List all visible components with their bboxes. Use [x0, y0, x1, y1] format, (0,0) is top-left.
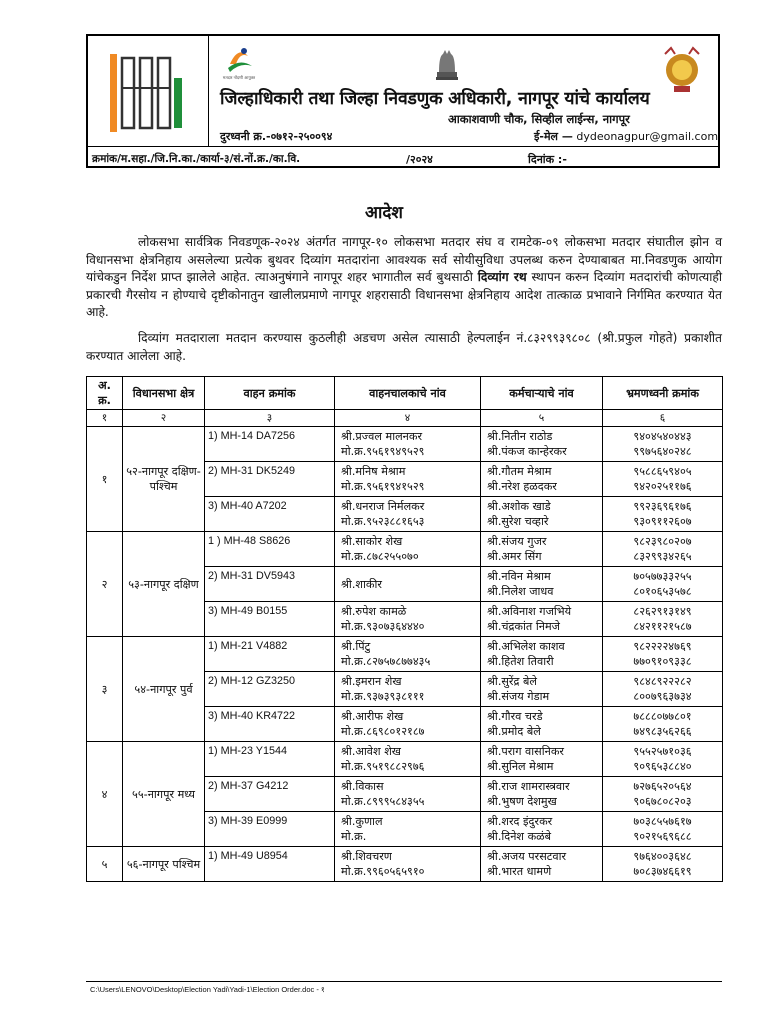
header-phone: भ्रमणध्वनी क्रमांक — [603, 377, 723, 410]
phone-number-cell — [603, 812, 723, 847]
driver-name-cell — [335, 847, 481, 882]
email-address[interactable]: dydeonagpur@gmail.com — [576, 130, 719, 143]
office-phone: दुरध्वनी क्र.-०७१२-२५००९४ — [220, 130, 333, 143]
vehicle-number: 1) MH-23 Y1544 — [205, 742, 335, 777]
footer-file-path: C:\Users\LENOVO\Desktop\Election Yadi\Yadi-1\Election Order.doc - १ — [90, 985, 325, 994]
staff-name-secondary: श्री.निलेश जाधव — [487, 585, 554, 598]
header-constituency: विधानसभा क्षेत्र — [123, 377, 205, 410]
phone-number-cell — [603, 742, 723, 777]
driver-name-cell — [335, 427, 481, 462]
constituency: ५५-नागपूर मध्य — [123, 742, 205, 847]
phone-number-secondary: ७०८३७४६६१९ — [633, 865, 692, 878]
driver-name-secondary: मो.क्र.९५१९८८२९७६ — [341, 760, 425, 773]
phone-number: ९८२३९८०२०७ — [633, 535, 692, 548]
vehicle-number: 1) MH-21 V4882 — [205, 637, 335, 672]
driver-name-cell — [335, 567, 481, 602]
driver-name-secondary: मो.क्र. — [341, 830, 367, 843]
staff-name: श्री.नविन मेश्राम — [487, 570, 551, 583]
staff-name-cell — [481, 742, 603, 777]
phone-number-secondary: ७४९८३५६२६६ — [633, 725, 692, 738]
header-staff: कर्मचाऱ्याचे नांव — [481, 377, 603, 410]
driver-name: श्री.शाकीर — [341, 577, 382, 591]
staff-name: श्री.अजय परसटवार — [487, 850, 567, 863]
phone-number-secondary: ९०२१५६९६८८ — [633, 830, 692, 843]
vehicle-number: 2) MH-31 DV5943 — [205, 567, 335, 602]
staff-name: श्री.गौरव चरडे — [487, 710, 543, 723]
phone-number: ९९२३६९६१७६ — [633, 500, 692, 513]
staff-name-secondary: श्री.भुषण देशमुख — [487, 795, 557, 808]
serial-number: ५ — [87, 847, 123, 882]
phone-number: ९८४८९२२२८२ — [633, 675, 692, 688]
phone-number-cell — [603, 532, 723, 567]
staff-name-cell — [481, 497, 603, 532]
phone-number-secondary: ८००७९६३७३४ — [633, 690, 692, 703]
phone-number: ९७६४००३६४८ — [633, 850, 692, 863]
para1-bold-text: दिव्यांग रथ — [477, 270, 527, 284]
staff-name-cell — [481, 532, 603, 567]
table-row — [87, 427, 723, 462]
driver-name-cell — [335, 637, 481, 672]
table-row — [87, 532, 723, 567]
phone-number-cell — [603, 672, 723, 707]
divider — [88, 146, 718, 147]
staff-name-secondary: श्री.संजय गेडाम — [487, 690, 550, 703]
phone-number-secondary: ९०६७८०८२०३ — [633, 795, 692, 808]
phone-number-secondary: ९९७५६४०२४८ — [633, 445, 692, 458]
staff-name: श्री.राज शामरास्त्रवार — [487, 780, 570, 793]
order-paragraph-1 — [86, 234, 722, 322]
column-number-row — [87, 410, 723, 427]
phone-number: ९४०४५४०४४३ — [633, 430, 692, 443]
phone-number-secondary: ८४२११२१५८७ — [633, 620, 692, 633]
driver-name: श्री.प्रज्वल मालनकर — [341, 430, 423, 443]
driver-name-cell — [335, 812, 481, 847]
order-title: आदेश — [365, 203, 403, 223]
vehicle-number: 1) MH-49 U8954 — [205, 847, 335, 882]
vehicle-number: 3) MH-40 KR4722 — [205, 707, 335, 742]
column-number: ३ — [205, 410, 335, 427]
driver-name-secondary: मो.क्र.८९९९५८४३५५ — [341, 795, 425, 808]
table-header-row — [87, 377, 723, 410]
para1-text-b: स्थापन करुन दिव्यांग मतदारांची कोणत्याही प्रकारची गैरसोय न होण्याचे दृष्टीकोनातुन खालीलप्रमाणे नागपूर शहरासाठी विधानसभा क्षेत्रनिहाय आदेश तात्काळ प्रभावाने निर्गमित करण्यात येत आहे. — [86, 270, 722, 319]
staff-name: श्री.अशोक खाडे — [487, 500, 551, 513]
phone-number-cell — [603, 567, 723, 602]
staff-name-secondary: श्री.भारत धामणे — [487, 865, 552, 878]
driver-name-secondary: मो.क्र.९५६१९४१५२९ — [341, 480, 425, 493]
staff-name-cell — [481, 602, 603, 637]
staff-name: श्री.गौतम मेश्राम — [487, 465, 552, 478]
order-paragraph-2: दिव्यांग मतदाराला मतदान करण्यास कुठलीही अडचण असेल त्यासाठी हेल्पलाईन नं.८३२९९३९८०८ (श्री.प्रफुल गोहते) प्रकाशीत करण्यात आलेला आहे. — [86, 331, 722, 363]
driver-name-secondary: मो.क्र.९९६०५६५९१० — [341, 865, 425, 878]
driver-name: श्री.मनिष मेश्राम — [341, 465, 406, 478]
staff-name-secondary: श्री.चंद्रकांत निमजे — [487, 620, 560, 633]
phone-number-secondary: ७७०९१०९३३८ — [633, 655, 692, 668]
driver-name: श्री.शिवचरण — [341, 850, 392, 863]
driver-name-secondary: मो.क्र.९५२३८८१६५३ — [341, 515, 425, 528]
eci-logo-icon — [102, 48, 194, 138]
staff-name-secondary: श्री.अमर सिंग — [487, 550, 542, 563]
column-number: २ — [123, 410, 205, 427]
phone-number-cell — [603, 602, 723, 637]
driver-name: श्री.आरीफ शेख — [341, 710, 404, 723]
district-crest-icon — [659, 44, 705, 96]
vehicle-number: 2) MH-31 DK5249 — [205, 462, 335, 497]
phone-number: ९५५२५७१०३६ — [633, 745, 692, 758]
constituency: ५६-नागपूर पश्चिम — [123, 847, 205, 882]
driver-name-cell — [335, 707, 481, 742]
driver-name-cell — [335, 742, 481, 777]
driver-name-secondary: मो.क्र.८६९८०१२१८७ — [341, 725, 425, 738]
driver-name-secondary: मो.क्र.८२७५७८७७४३५ — [341, 655, 431, 668]
constituency: ५२-नागपूर दक्षिण-पश्चिम — [123, 427, 205, 532]
driver-name: श्री.इमरान शेख — [341, 675, 402, 688]
phone-number-secondary: ९४२०२५११७६ — [633, 480, 692, 493]
driver-name-secondary: मो.क्र.९३७३९३८१११ — [341, 690, 425, 703]
date-label: दिनांक :- — [528, 153, 567, 166]
driver-name-cell — [335, 672, 481, 707]
staff-name: श्री.नितीन राठोड — [487, 430, 553, 443]
driver-name: श्री.आवेश शेख — [341, 745, 401, 758]
staff-name-cell — [481, 847, 603, 882]
vehicle-number: 1 ) MH-48 S8626 — [205, 532, 335, 567]
vehicle-number: 2) MH-37 G4212 — [205, 777, 335, 812]
header-driver: वाहनचालकाचे नांव — [335, 377, 481, 410]
phone-number: ९५८८६५९४०५ — [633, 465, 692, 478]
email-label: ई-मेल — — [534, 130, 573, 143]
phone-number: ७०३८५५७६१७ — [633, 815, 692, 828]
staff-name-secondary: श्री.पंकज कान्हेरकर — [487, 445, 567, 458]
para1-text-a: लोकसभा सार्वत्रिक निवडणूक-२०२४ अंतर्गत नागपूर-१० लोकसभा मतदार संघ व रामटेक-०९ लोकसभा मतदार संघातील झोन व विधानसभा क्षेत्रनिहाय असलेल्या प्रत्येक बुथवर दिव्यांग मतदारांना आवश्यक सर्व सोयीसुविधा उपलब्ध करुन देण्याबाबत मा.निवडणुक आयोग यांचेकडुन निर्देश प्राप्त झालेले आहेत. त्याअनुषंगाने नागपूर शहर भागातील सर्व बुथसाठी — [86, 235, 722, 284]
staff-name-cell — [481, 672, 603, 707]
staff-name: श्री.सुरेंद्र बेले — [487, 675, 537, 688]
driver-name-cell — [335, 602, 481, 637]
table-row — [87, 847, 723, 882]
header-sr: अ. क्र. — [87, 377, 123, 410]
header-vehicle: वाहन क्रमांक — [205, 377, 335, 410]
reference-number: क्रमांक/म.सहा./जि.नि.का./कार्या-३/सं.नों.क्र./का.वि. — [92, 153, 301, 165]
column-number: ५ — [481, 410, 603, 427]
staff-name-secondary: श्री.प्रमोद बेले — [487, 725, 541, 738]
phone-number-cell — [603, 637, 723, 672]
serial-number: ४ — [87, 742, 123, 847]
column-number: ४ — [335, 410, 481, 427]
phone-number-cell — [603, 777, 723, 812]
letterhead — [86, 34, 720, 168]
staff-name-cell — [481, 812, 603, 847]
staff-name-cell — [481, 462, 603, 497]
phone-number-secondary: ९०९६५३८८४० — [633, 760, 692, 773]
phone-number-cell — [603, 497, 723, 532]
staff-name-cell — [481, 777, 603, 812]
driver-name: श्री.धनराज निर्मलकर — [341, 500, 425, 513]
driver-name-secondary: मो.क्र.९३०७३६४४४० — [341, 620, 425, 633]
table-row — [87, 637, 723, 672]
phone-number: ७८८८०७७८०१ — [633, 710, 692, 723]
driver-name-secondary: मो.क्र.९५६१९४९५२९ — [341, 445, 425, 458]
driver-name-cell — [335, 532, 481, 567]
staff-name-secondary: श्री.दिनेश कळंबे — [487, 830, 552, 843]
table-row — [87, 742, 723, 777]
phone-number: ७०५७७३३२५५ — [633, 570, 692, 583]
driver-name-cell — [335, 462, 481, 497]
staff-name-cell — [481, 637, 603, 672]
staff-name-secondary: श्री.हितेश तिवारी — [487, 655, 554, 668]
column-number: १ — [87, 410, 123, 427]
office-title: जिल्हाधिकारी तथा जिल्हा निवडणुक अधिकारी, नागपूर यांचे कार्यालय — [220, 89, 650, 109]
staff-name: श्री.संजय गुजर — [487, 535, 547, 548]
national-emblem-icon — [434, 48, 460, 82]
sveep-caption: मतदार नोंदणी आयुक्त — [222, 75, 256, 80]
footer-divider — [86, 981, 722, 982]
staff-name-secondary: श्री.नरेश हळदकर — [487, 480, 557, 493]
phone-number-secondary: ८०१०६५३५७८ — [633, 585, 692, 598]
vehicle-number: 1) MH-14 DA7256 — [205, 427, 335, 462]
driver-name: श्री.रुपेश कामळे — [341, 605, 407, 618]
vehicle-number: 3) MH-39 E0999 — [205, 812, 335, 847]
driver-name-secondary: मो.क्र.८७८२५५०७० — [341, 550, 419, 563]
phone-number-cell — [603, 462, 723, 497]
serial-number: १ — [87, 427, 123, 532]
staff-name: श्री.अविनाश गजभिये — [487, 605, 572, 618]
phone-number: ७२७६५२०५६४ — [633, 780, 692, 793]
constituency: ५३-नागपूर दक्षिण — [123, 532, 205, 637]
staff-name: श्री.अभिलेश काशव — [487, 640, 565, 653]
office-address: आकाशवाणी चौक, सिव्हील लाईन्स, नागपूर — [448, 112, 630, 126]
office-email-row — [534, 129, 718, 144]
driver-name: श्री.विकास — [341, 780, 384, 793]
driver-name-cell — [335, 497, 481, 532]
vehicle-number: 3) MH-49 B0155 — [205, 602, 335, 637]
vehicle-number: 3) MH-40 A7202 — [205, 497, 335, 532]
constituency: ५४-नागपूर पुर्व — [123, 637, 205, 742]
serial-number: ३ — [87, 637, 123, 742]
driver-name: श्री.पिंटु — [341, 640, 371, 653]
staff-name-cell — [481, 427, 603, 462]
staff-name: श्री.पराग वासनिकर — [487, 745, 565, 758]
staff-name: श्री.शरद इंदुरकर — [487, 815, 553, 828]
phone-number-cell — [603, 847, 723, 882]
staff-name-cell — [481, 567, 603, 602]
staff-name-secondary: श्री.सुनिल मेश्राम — [487, 760, 554, 773]
sveep-logo-icon — [220, 42, 258, 80]
staff-name-cell — [481, 707, 603, 742]
vehicle-number: 2) MH-12 GZ3250 — [205, 672, 335, 707]
staff-name-secondary: श्री.सुरेश चव्हारे — [487, 515, 549, 528]
serial-number: २ — [87, 532, 123, 637]
phone-number-secondary: ९३०९११२६०७ — [633, 515, 692, 528]
phone-number-secondary: ८३२९९३४२६५ — [633, 550, 692, 563]
phone-number: ८२६२९१३१४९ — [633, 605, 692, 618]
reference-year: /२०२४ — [406, 153, 433, 166]
driver-name: श्री.कुणाल — [341, 815, 383, 828]
driver-name: श्री.साकोर शेख — [341, 535, 403, 548]
driver-name-cell — [335, 777, 481, 812]
eci-logo-box — [88, 36, 209, 146]
column-number: ६ — [603, 410, 723, 427]
phone-number-cell — [603, 707, 723, 742]
vehicle-allocation-table — [86, 376, 723, 882]
phone-number-cell — [603, 427, 723, 462]
phone-number: ९८२२२२४७६९ — [633, 640, 692, 653]
